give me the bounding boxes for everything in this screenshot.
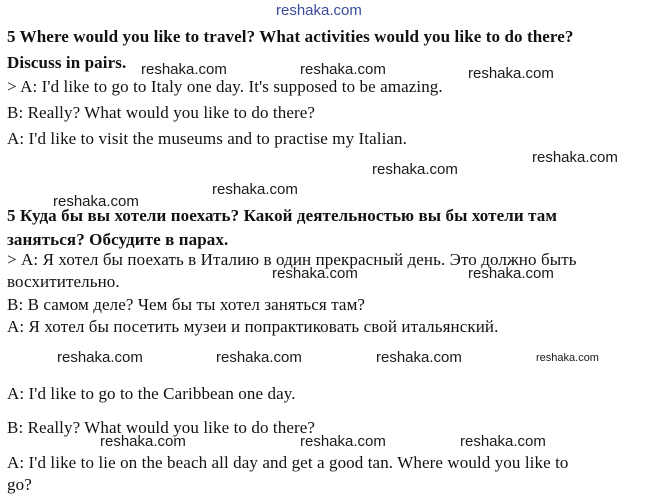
watermark: reshaka.com	[100, 433, 186, 450]
watermark: reshaka.com	[300, 433, 386, 450]
watermark: reshaka.com	[460, 433, 546, 450]
task-heading-en-line2: Discuss in pairs.	[7, 53, 127, 72]
watermark: reshaka.com	[216, 349, 302, 366]
watermark: reshaka.com	[141, 61, 227, 78]
watermark: reshaka.com	[212, 181, 298, 198]
dialogue-line: A: I'd like to go to the Caribbean one day.	[7, 384, 296, 403]
dialogue-line: > А: Я хотел бы поехать в Италию в один прекрасный день. Это должно быть	[7, 250, 577, 269]
watermark: reshaka.com	[300, 61, 386, 78]
task-heading-ru-line1: 5 Куда бы вы хотели поехать? Какой деятельностью вы бы хотели там	[7, 206, 558, 225]
dialogue-line: восхитительно.	[7, 272, 120, 291]
watermark: reshaka.com	[532, 149, 618, 166]
watermark: reshaka.com	[376, 349, 462, 366]
task-heading-en-line1: 5 Where would you like to travel? What activities would you like to do there?	[7, 27, 574, 46]
dialogue-line: A: I'd like to lie on the beach all day and get a good tan. Where would you like to	[7, 453, 569, 472]
watermark: reshaka.com	[53, 193, 139, 210]
dialogue-line: B: В самом деле? Чем бы ты хотел заняться там?	[7, 295, 366, 314]
task-heading-ru-line2: заняться? Обсудите в парах.	[7, 230, 229, 249]
watermark: reshaka.com	[468, 65, 554, 82]
watermark: reshaka.com	[536, 352, 599, 364]
watermark: reshaka.com	[372, 161, 458, 178]
dialogue-line: B: Really? What would you like to do there?	[7, 103, 316, 122]
dialogue-line: A: I'd like to visit the museums and to practise my Italian.	[7, 129, 407, 148]
dialogue-line: > A: I'd like to go to Italy one day. It's supposed to be amazing.	[7, 77, 443, 96]
watermark: reshaka.com	[57, 349, 143, 366]
watermark: reshaka.com	[272, 265, 358, 282]
header-watermark: reshaka.com	[276, 2, 362, 19]
dialogue-line: B: Really? What would you like to do there?	[7, 418, 316, 437]
dialogue-line: А: Я хотел бы посетить музеи и попрактиковать свой итальянский.	[7, 317, 499, 336]
dialogue-line: go?	[7, 475, 32, 494]
watermark: reshaka.com	[468, 265, 554, 282]
